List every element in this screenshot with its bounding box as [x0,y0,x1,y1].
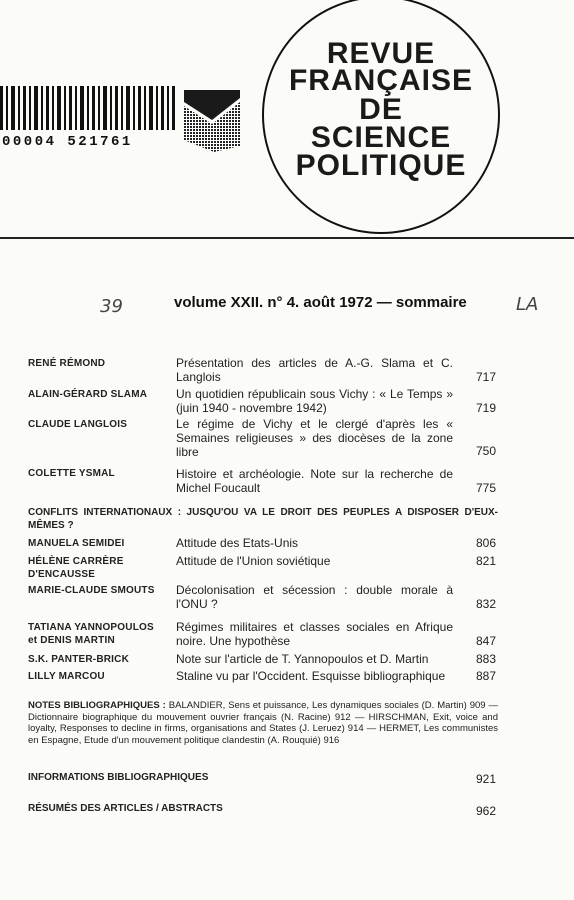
toc-title: Le régime de Vichy et le clergé d'après les « Semaines religieuses » des diocèses de la zone libre [176,417,453,459]
barcode-number: 00004 521761 [2,134,133,150]
journal-title-line-5: POLITIQUE [295,149,467,182]
toc-page: 719 [475,401,496,415]
toc-title: Un quotidien républicain sous Vichy : « Le Temps » (juin 1940 - novembre 1942) [176,387,453,415]
publisher-logo-icon [184,90,244,152]
toc-author: MARIE-CLAUDE SMOUTS [28,585,155,596]
journal-title-line-1: REVUE [326,37,436,70]
toc-title: Staline vu par l'Occident. Esquisse bibliographique [176,669,446,683]
abstracts-label: RÉSUMÉS DES ARTICLES / ABSTRACTS [28,803,223,814]
barcode-icon [0,86,176,130]
journal-title-line-2: FRANÇAISE [288,64,473,97]
toc-page: 887 [475,669,496,683]
notes-text: BALANDIER, Sens et puissance, Les dynamiques sociales (D. Martin) 909 — Dictionnaire biographique du mouvement ouvrier français (N. Racine) 912 — HIRSCHMAN, Exit, voice and loyalty, Responses to decline in firms, organisations and States (J. Leruez) 914 — HERMET, Les communistes en Espagne, Etude d'un mouvement politique clandestin (A. Rouquié) 916 [28,700,499,746]
toc-page: 750 [475,444,496,458]
toc-author: COLETTE YSMAL [28,468,115,479]
toc-title: Régimes militaires et classes sociales en Afrique noire. Une hypothèse [176,620,453,648]
toc-title: Note sur l'article de T. Yannopoulos et D. Martin [176,652,429,666]
toc-title: Décolonisation et sécession : double morale à l'ONU ? [176,583,453,611]
toc-page: 717 [475,370,496,384]
toc-page: 847 [475,634,496,648]
toc-page: 832 [475,597,496,611]
toc-title: Histoire et archéologie. Note sur la recherche de Michel Foucault [176,467,453,495]
toc-author: HÉLÈNE CARRÈRE D'ENCAUSSE [28,556,124,580]
toc-author: LILLY MARCOU [28,671,105,682]
toc-author: CLAUDE LANGLOIS [28,419,128,430]
info-biblio-label: INFORMATIONS BIBLIOGRAPHIQUES [28,772,209,783]
handwritten-note-left: 39 [100,296,123,317]
toc-title: Attitude des Etats-Unis [176,536,299,550]
toc-author: ALAIN-GÉRARD SLAMA [28,389,148,400]
section-heading: CONFLITS INTERNATIONAUX : JUSQU'OU VA LE DROIT DES PEUPLES A DISPOSER D'EUX-MÊMES ? [28,507,498,531]
notes-label: NOTES BIBLIOGRAPHIQUES : [28,700,166,711]
toc-page: 775 [475,481,496,495]
handwritten-note-right: LA [516,294,539,315]
toc-author: MANUELA SEMIDEI [28,538,125,549]
toc-page: 883 [475,652,496,666]
journal-title-line-3: DE [359,93,403,126]
toc-page: 806 [475,536,496,550]
abstracts-page: 962 [475,804,496,818]
toc-author: TATIANA YANNOPOULOS et DENIS MARTIN [28,622,154,646]
header-divider [0,237,574,239]
journal-title-line-4: SCIENCE [310,121,452,154]
info-biblio-page: 921 [475,772,496,786]
toc-page: 821 [475,554,496,568]
toc-author: S.K. PANTER-BRICK [28,654,129,665]
toc-author: RENÉ RÉMOND [28,358,106,369]
toc-title: Présentation des articles de A.-G. Slama et C. Langlois [176,356,453,384]
notes-bibliographiques [28,700,498,746]
toc-title: Attitude de l'Union soviétique [176,554,331,568]
issue-line: volume XXII. n° 4. août 1972 — sommaire [174,294,467,311]
